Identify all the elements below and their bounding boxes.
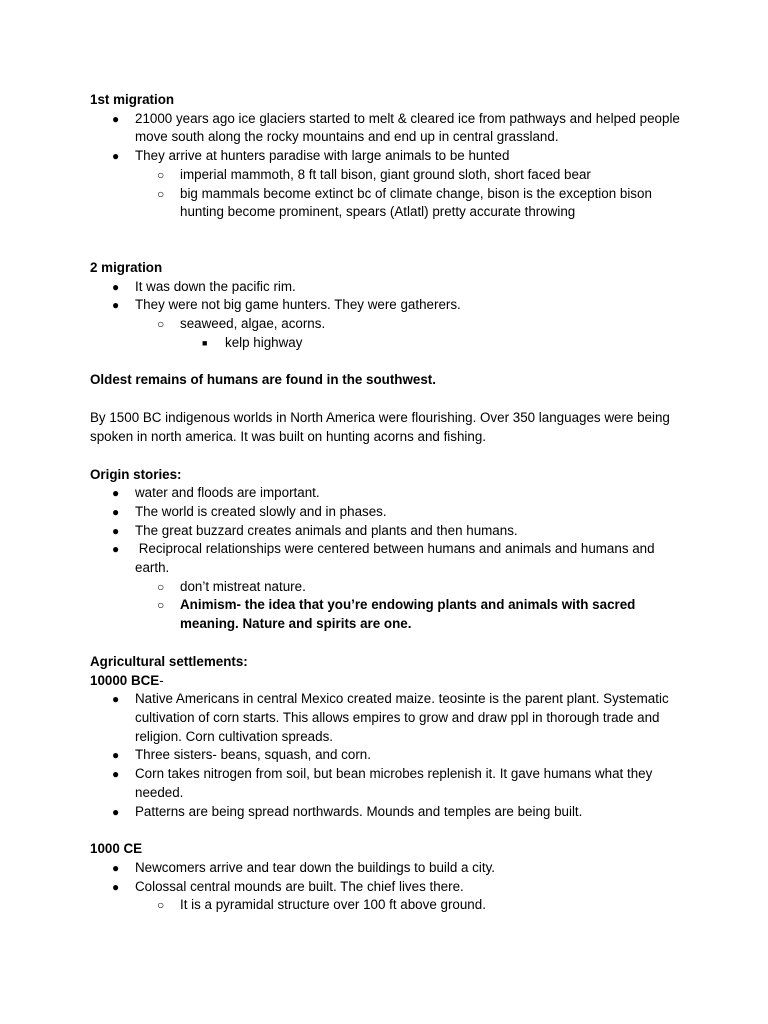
- bullet-marker: ●: [112, 149, 120, 164]
- list-subitem: [90, 896, 690, 915]
- list-subitem: [90, 578, 690, 597]
- square-marker: ■: [202, 337, 208, 348]
- list-subsubitem: [90, 334, 690, 353]
- section-heading-agricultural-settlements: Agricultural settlements:: [90, 653, 248, 669]
- bullet-list: [90, 484, 690, 634]
- list-item: [90, 746, 690, 765]
- list-item-text: Three sisters- beans, squash, and corn.: [135, 747, 371, 763]
- circle-marker: ○: [157, 898, 165, 913]
- list-item-text: Corn takes nitrogen from soil, but bean microbes replenish it. It gave humans what they needed.: [135, 766, 653, 800]
- list-item: [90, 522, 690, 541]
- bullet-marker: ●: [112, 504, 120, 519]
- list-item: [90, 859, 690, 878]
- bullet-list: [90, 278, 690, 353]
- list-subitem: [90, 166, 690, 185]
- list-item: [90, 878, 690, 897]
- list-item-text: Colossal central mounds are built. The chief lives there.: [135, 878, 464, 894]
- list-subitem: [90, 185, 690, 222]
- bullet-list: [90, 690, 690, 821]
- bullet-marker: ●: [112, 860, 120, 875]
- list-subitem-text: It is a pyramidal structure over 100 ft above ground.: [180, 897, 486, 913]
- bullet-marker: ●: [112, 542, 120, 557]
- list-item: [90, 690, 690, 746]
- circle-marker: ○: [157, 186, 165, 201]
- date-label: 10000 BCE: [90, 672, 160, 688]
- date-suffix: -: [159, 672, 164, 688]
- animism-definition: Animism- the idea that you’re endowing plants and animals with sacred meaning. Nature and spirits are one.: [180, 597, 636, 632]
- bullet-marker: ●: [112, 804, 120, 819]
- list-subitem-text: seaweed, algae, acorns.: [180, 316, 326, 332]
- list-subitem-text: don’t mistreat nature.: [180, 578, 306, 594]
- list-item-text: They arrive at hunters paradise with large animals to be hunted: [135, 148, 510, 164]
- bullet-list: [90, 859, 690, 915]
- bullet-marker: ●: [112, 298, 120, 313]
- list-item: [90, 803, 690, 822]
- list-item: [90, 484, 690, 503]
- bullet-marker: ●: [112, 767, 120, 782]
- circle-marker: ○: [157, 598, 165, 613]
- list-item: [90, 540, 690, 577]
- section-heading-origin-stories: Origin stories:: [90, 466, 182, 482]
- list-item-text: They were not big game hunters. They were gatherers.: [135, 297, 461, 313]
- bullet-list: [90, 110, 690, 222]
- bullet-marker: ●: [112, 879, 120, 894]
- list-subitem: [90, 596, 690, 633]
- list-item: [90, 278, 690, 297]
- list-item-text: water and floods are important.: [135, 485, 320, 501]
- oldest-remains-statement: Oldest remains of humans are found in the southwest.: [90, 372, 436, 388]
- bullet-marker: ●: [112, 523, 120, 538]
- list-item-text: The great buzzard creates animals and plants and then humans.: [135, 522, 518, 538]
- list-item: [90, 765, 690, 802]
- bullet-marker: ●: [112, 111, 120, 126]
- list-subitem-text: big mammals become extinct bc of climate change, bison is the exception bison hunting become prominent, spears (Atlatl) pretty accurate throwing: [180, 185, 652, 220]
- list-item: [90, 296, 690, 315]
- list-subsubitem-text: kelp highway: [225, 334, 303, 350]
- list-item-text: 21000 years ago ice glaciers started to melt & cleared ice from pathways and helped people move south along the rocky mountains and end up in central grassland.: [135, 110, 680, 145]
- list-item-text: It was down the pacific rim.: [135, 278, 296, 294]
- bullet-marker: ●: [112, 692, 120, 707]
- list-item: [90, 147, 690, 166]
- bullet-marker: ●: [112, 748, 120, 763]
- document-page: [90, 91, 690, 915]
- circle-marker: ○: [157, 317, 165, 332]
- date-heading-10000-bce: [90, 672, 690, 691]
- list-item-text: Reciprocal relationships were centered between humans and animals and humans and earth.: [135, 541, 659, 576]
- list-item-text: The world is created slowly and in phases.: [135, 503, 387, 519]
- circle-marker: ○: [157, 579, 165, 594]
- bullet-marker: ●: [112, 486, 120, 501]
- list-item-text: Newcomers arrive and tear down the buildings to build a city.: [135, 859, 495, 875]
- date-heading-1000-ce: 1000 CE: [90, 841, 143, 857]
- list-item: [90, 503, 690, 522]
- bullet-marker: ●: [112, 279, 120, 294]
- list-item: [90, 110, 690, 147]
- section-heading-2-migration: 2 migration: [90, 259, 163, 275]
- circle-marker: ○: [157, 167, 165, 182]
- section-heading-1st-migration: 1st migration: [90, 92, 175, 107]
- list-item-text: Native Americans in central Mexico created maize. teosinte is the parent plant. Systematic cultivation of corn starts. This allows empires to grow and draw ppl in thorough trade and religion. Corn cultivation spreads.: [135, 691, 669, 744]
- paragraph-1500-bc: By 1500 BC indigenous worlds in North America were flourishing. Over 350 languages were being spoken in north america. It was built on hunting acorns and fishing.: [90, 410, 670, 444]
- list-subitem-text: imperial mammoth, 8 ft tall bison, giant ground sloth, short faced bear: [180, 166, 591, 182]
- list-subitem: [90, 315, 690, 334]
- list-item-text: Patterns are being spread northwards. Mounds and temples are being built.: [135, 803, 583, 819]
